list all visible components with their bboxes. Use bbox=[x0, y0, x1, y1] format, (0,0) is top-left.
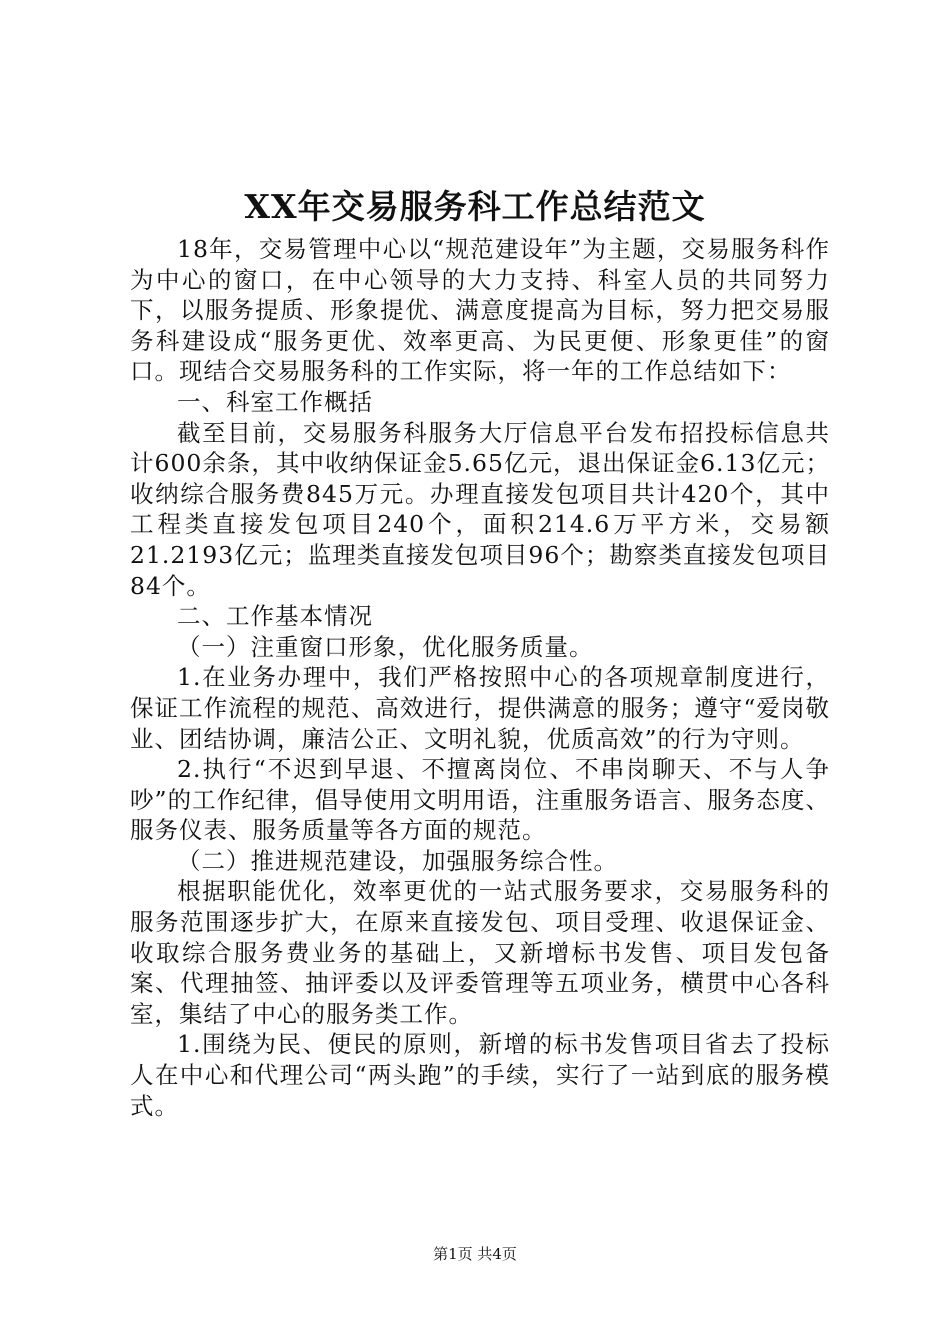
paragraph-summary: 截至目前，交易服务科服务大厅信息平台发布招投标信息共计600余条，其中收纳保证金5.65亿元，退出保证金6.13亿元；收纳综合服务费845万元。办理直接发包项目共计420个，其中工程类直接发包项目240个，面积214.6万平方米，交易额21.2193亿元；监理类直接发包项目96个；勘察类直接发包项目84个。 bbox=[130, 418, 830, 600]
page-footer: 第1页 共4页 bbox=[433, 1245, 517, 1263]
paragraph-scope: 根据职能优化，效率更优的一站式服务要求，交易服务科的服务范围逐步扩大，在原来直接发包、项目受理、收退保证金、收取综合服务费业务的基础上，又新增标书发售、项目发包备案、代理抽签、抽评委以及评委管理等五项业务，横贯中心各科室，集结了中心的服务类工作。 bbox=[130, 877, 830, 1028]
subsection-heading-2: （二）推进规范建设，加强服务综合性。 bbox=[177, 846, 618, 875]
subsection-heading-1: （一）注重窗口形象，优化服务质量。 bbox=[177, 632, 594, 661]
paragraph-intro: 18年，交易管理中心以“规范建设年”为主题，交易服务科作为中心的窗口，在中心领导的大力支持、科室人员的共同努力下，以服务提质、形象提优、满意度提高为目标，努力把交易服务科建设成“服务更优、效率更高、为民更便、形象更佳”的窗口。现结合交易服务科的工作实际，将一年的工作总结如下： bbox=[130, 235, 830, 386]
paragraph-item-2: 2.执行“不迟到早退、不擅离岗位、不串岗聊天、不与人争吵”的工作纪律，倡导使用文明用语，注重服务语言、服务态度、服务仪表、服务质量等各方面的规范。 bbox=[130, 755, 830, 845]
document-body bbox=[130, 234, 830, 1121]
document-title: XX年交易服务科工作总结范文 bbox=[244, 187, 706, 226]
section-heading-2: 二、工作基本情况 bbox=[177, 602, 373, 631]
paragraph-item-3: 1.围绕为民、便民的原则，新增的标书发售项目省去了投标人在中心和代理公司“两头跑”的手续，实行了一站到底的服务模式。 bbox=[130, 1030, 830, 1120]
section-heading-1: 一、科室工作概括 bbox=[177, 387, 373, 416]
paragraph-item-1: 1.在业务办理中，我们严格按照中心的各项规章制度进行，保证工作流程的规范、高效进行，提供满意的服务；遵守“爱岗敬业、团结协调，廉洁公正、文明礼貌，优质高效”的行为守则。 bbox=[130, 663, 830, 753]
